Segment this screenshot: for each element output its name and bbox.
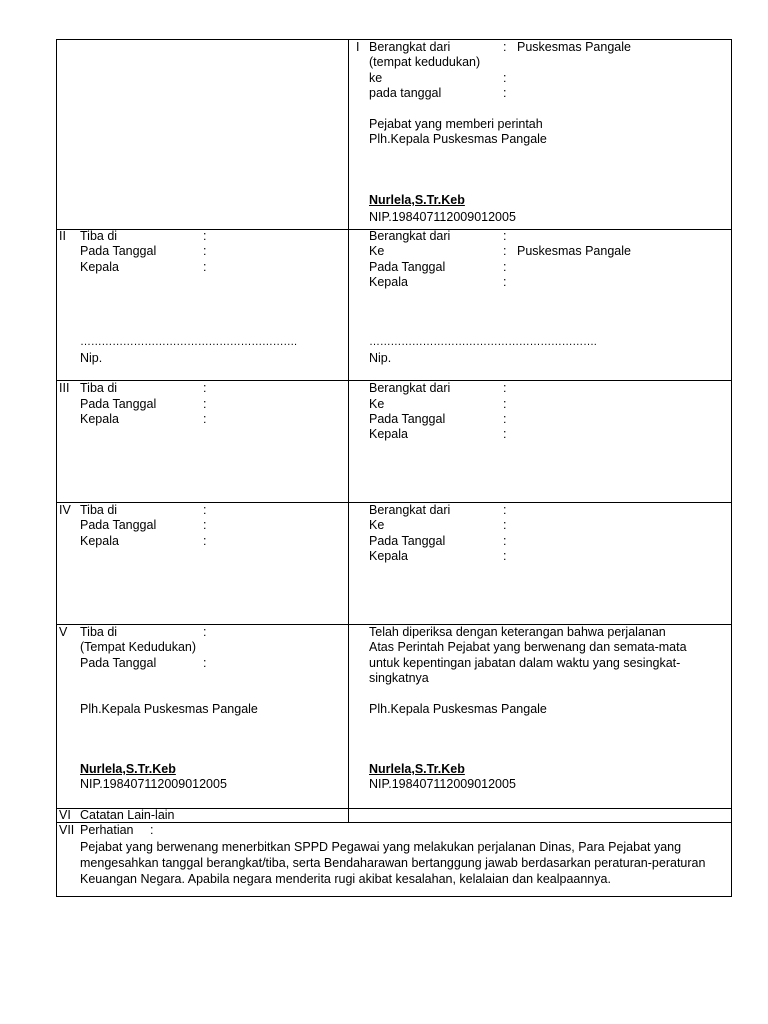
section-iii-label-to: Ke (369, 397, 385, 411)
section-vii-notice-line-1: Pejabat yang berwenang menerbitkan SPPD Pegawai yang melakukan perjalanan Dinas, Para Pejabat yang (80, 840, 682, 854)
section-i-official-position: Plh.Kepala Puskesmas Pangale (369, 132, 547, 146)
column-divider (348, 39, 349, 823)
section-ii-colon-head-left: : (203, 260, 207, 274)
section-iii-colon-head-left: : (203, 412, 207, 426)
section-i-label-departure: Berangkat dari (369, 40, 451, 54)
section-ii-colon-departure: : (503, 229, 507, 243)
section-v-colon-date: : (203, 656, 207, 670)
section-iii-label-head-right: Kepala (369, 427, 408, 441)
section-i-number: I (356, 40, 360, 54)
section-iii-label-head-left: Kepala (80, 412, 119, 426)
section-iv-colon-arrived: : (203, 503, 207, 517)
section-iii-number: III (59, 381, 70, 395)
section-vii-notice-line-2: mengesahkan tanggal berangkat/tiba, serta Bendaharawan bertanggung jawab berdasarkan peraturan-peraturan (80, 856, 706, 870)
section-vii-label: Perhatian (80, 823, 134, 837)
section-i-colon-to: : (503, 71, 507, 85)
section-vii-notice-line-3: Keuangan Negara. Apabila negara menderita rugi akibat kesalahan, kelalaian dan kealpaannya. (80, 872, 611, 886)
section-iv-label-date-right: Pada Tanggal (369, 534, 446, 548)
section-ii-label-head-right: Kepala (369, 275, 408, 289)
section-iv-label-head-left: Kepala (80, 534, 119, 548)
section-ii-signature-dots-left: ……………………………………………………. (80, 336, 297, 348)
section-ii-colon-to: : (503, 244, 507, 258)
section-i-official-title: Pejabat yang memberi perintah (369, 117, 543, 131)
section-i-colon-date: : (503, 86, 507, 100)
section-ii-colon-arrived: : (203, 229, 207, 243)
section-ii-label-head-left: Kepala (80, 260, 119, 274)
section-iv-label-arrived: Tiba di (80, 503, 118, 517)
section-i-label-to: ke (369, 71, 383, 85)
section-v-signer-left: Nurlela,S.Tr.Keb (80, 762, 176, 776)
section-v-verification-line-4: singkatnya (369, 671, 429, 685)
section-ii-colon-head-right: : (503, 275, 507, 289)
section-i-signer-nip: NIP.198407112009012005 (369, 210, 516, 224)
section-iv-label-date-left: Pada Tanggal (80, 518, 157, 532)
section-ii-label-departure: Berangkat dari (369, 229, 451, 243)
section-iv-colon-date-left: : (203, 518, 207, 532)
section-v-label-date: Pada Tanggal (80, 656, 157, 670)
section-i-value-departure: Puskesmas Pangale (517, 40, 631, 54)
section-iv-colon-head-right: : (503, 549, 507, 563)
section-iv-number: IV (59, 503, 71, 517)
section-i-signer-name: Nurlela,S.Tr.Keb (369, 193, 465, 207)
section-vii-colon: : (150, 823, 154, 837)
section-ii-label-date-left: Pada Tanggal (80, 244, 157, 258)
section-vii-number: VII (59, 823, 75, 837)
section-v-official-right: Plh.Kepala Puskesmas Pangale (369, 702, 547, 716)
section-iii-label-date-right: Pada Tanggal (369, 412, 446, 426)
section-ii-colon-date-left: : (203, 244, 207, 258)
section-iv-colon-to: : (503, 518, 507, 532)
section-v-verification-line-2: Atas Perintah Pejabat yang berwenang dan semata-mata (369, 640, 687, 654)
section-iv-colon-departure: : (503, 503, 507, 517)
section-vi-number: VI (59, 808, 71, 822)
section-iii-label-date-left: Pada Tanggal (80, 397, 157, 411)
section-ii-label-date-right: Pada Tanggal (369, 260, 446, 274)
section-v-label-arrived: Tiba di (80, 625, 118, 639)
section-iii-colon-date-right: : (503, 412, 507, 426)
section-iv-colon-head-left: : (203, 534, 207, 548)
section-v-official-left: Plh.Kepala Puskesmas Pangale (80, 702, 258, 716)
section-iii-label-arrived: Tiba di (80, 381, 118, 395)
section-iv-colon-date-right: : (503, 534, 507, 548)
section-iv-label-head-right: Kepala (369, 549, 408, 563)
section-ii-label-to: Ke (369, 244, 385, 258)
section-v-nip-left: NIP.198407112009012005 (80, 777, 227, 791)
section-ii-value-to: Puskesmas Pangale (517, 244, 631, 258)
section-v-label-domicile: (Tempat Kedudukan) (80, 640, 197, 654)
section-ii-colon-date-right: : (503, 260, 507, 274)
section-iv-label-to: Ke (369, 518, 385, 532)
section-v-nip-right: NIP.198407112009012005 (369, 777, 516, 791)
section-iii-colon-head-right: : (503, 427, 507, 441)
section-i-label-date: pada tanggal (369, 86, 442, 100)
section-vi-label: Catatan Lain-lain (80, 808, 175, 822)
section-i-label-domicile: (tempat kedudukan) (369, 55, 481, 69)
section-v-colon-arrived: : (203, 625, 207, 639)
section-iii-colon-date-left: : (203, 397, 207, 411)
section-v-signer-right: Nurlela,S.Tr.Keb (369, 762, 465, 776)
section-v-verification-line-3: untuk kepentingan jabatan dalam waktu yang sesingkat- (369, 656, 681, 670)
section-iii-colon-departure: : (503, 381, 507, 395)
section-vii-notice-text (80, 824, 731, 894)
section-ii-signature-dots-right: ………………………………………………………. (369, 336, 597, 348)
section-v-number: V (59, 625, 68, 639)
section-iii-label-departure: Berangkat dari (369, 381, 451, 395)
section-i-colon-departure: : (503, 40, 507, 54)
section-ii-label-arrived: Tiba di (80, 229, 118, 243)
section-ii-nip-left: Nip. (80, 351, 103, 365)
section-ii-number: II (59, 229, 66, 243)
section-iv-label-departure: Berangkat dari (369, 503, 451, 517)
section-v-verification-line-1: Telah diperiksa dengan keterangan bahwa perjalanan (369, 625, 666, 639)
section-iii-colon-arrived: : (203, 381, 207, 395)
section-iii-colon-to: : (503, 397, 507, 411)
section-ii-nip-right: Nip. (369, 351, 392, 365)
